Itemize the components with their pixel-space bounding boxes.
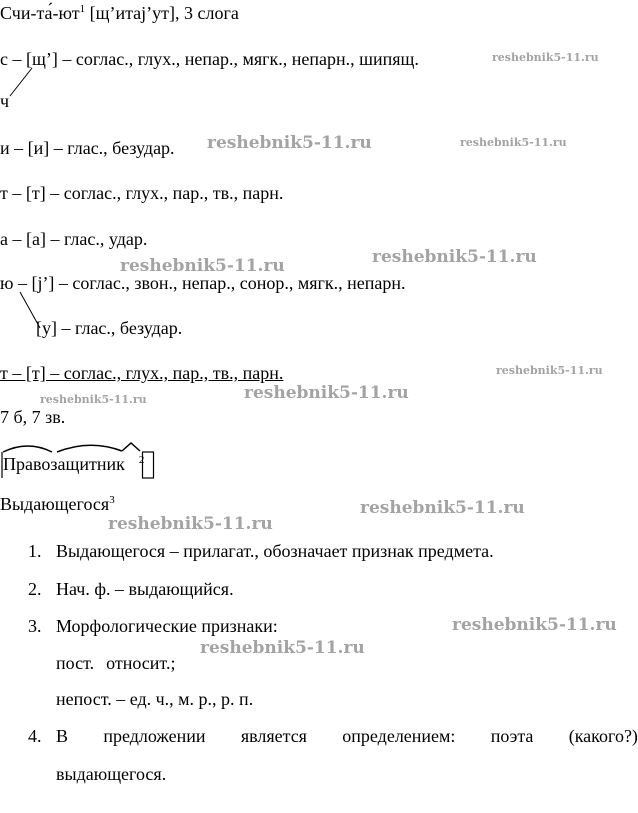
watermark: reshebnik5-11.ru: [244, 383, 409, 403]
list-item-number: 3.: [28, 616, 42, 636]
phonetic-header: [0, 4, 239, 22]
watermark: reshebnik5-11.ru: [207, 133, 372, 153]
list-item-number: 4.: [28, 726, 42, 746]
morphemic-word-text: Правозащитник: [3, 454, 125, 474]
word: поэта: [490, 726, 534, 746]
footnote-mark: 1: [79, 3, 86, 15]
watermark: reshebnik5-11.ru: [452, 615, 617, 635]
constant-features: [56, 654, 175, 672]
list-item-justified: [56, 727, 638, 745]
footnote-mark: 2: [138, 454, 145, 466]
word: является: [240, 726, 307, 746]
watermark: reshebnik5-11.ru: [492, 51, 599, 64]
word: В: [56, 726, 69, 746]
watermark: reshebnik5-11.ru: [120, 256, 285, 276]
phonetic-row-a: а – [а] – глас., удар.: [0, 229, 148, 249]
phonetic-row-s: с – [щ’] – соглас., глух., непар., мягк., непарн., шипящ.: [0, 49, 419, 69]
watermark: reshebnik5-11.ru: [200, 638, 365, 658]
list-item-number: 2.: [28, 579, 42, 599]
list-item: Выдающегося – прилагат., обозначает признак предмета.: [56, 541, 494, 561]
watermark: reshebnik5-11.ru: [372, 247, 537, 267]
morphological-word: [0, 495, 115, 513]
phonetic-summary: 7 б, 7 зв.: [0, 407, 66, 427]
header-word: Счи-та́-ют: [0, 3, 80, 23]
list-item-continuation: выдающегося.: [56, 764, 167, 784]
word: определением:: [342, 726, 456, 746]
watermark: reshebnik5-11.ru: [360, 498, 525, 518]
constant-label: пост.: [56, 653, 95, 673]
list-item-number: 1.: [28, 541, 42, 561]
phonetic-row-u: [у] – глас., безудар.: [36, 318, 183, 338]
nonconstant-features: непост. – ед. ч., м. р., р. п.: [56, 689, 254, 709]
footnote-mark: 3: [109, 494, 115, 506]
watermark: reshebnik5-11.ru: [496, 364, 603, 377]
header-transcription: [щ’итаj’ут], 3 слога: [85, 3, 239, 23]
phonetic-row-t2: т – [т] – соглас., глух., пар., тв., парн.: [0, 363, 284, 383]
list-item: Морфологические признаки:: [56, 616, 278, 636]
list-item: Нач. ф. – выдающийся.: [56, 579, 234, 599]
watermark: reshebnik5-11.ru: [108, 514, 273, 534]
phonetic-row-yu: ю – [j’] – соглас., звон., непар., сонор., мягк., непарн.: [0, 273, 406, 293]
morphological-word-text: Выдающегося: [0, 494, 110, 514]
word: предложении: [103, 726, 206, 746]
phonetic-row-i: и – [и] – глас., безудар.: [0, 138, 175, 158]
morphemic-word: [3, 455, 144, 473]
phonetic-row-ch: ч: [0, 91, 10, 111]
watermark: reshebnik5-11.ru: [460, 136, 567, 149]
phonetic-row-t1: т – [т] – соглас., глух., пар., тв., парн.: [0, 183, 284, 203]
constant-value: относит.;: [106, 653, 176, 673]
watermark: reshebnik5-11.ru: [40, 393, 147, 406]
word: (какого?): [568, 726, 638, 746]
